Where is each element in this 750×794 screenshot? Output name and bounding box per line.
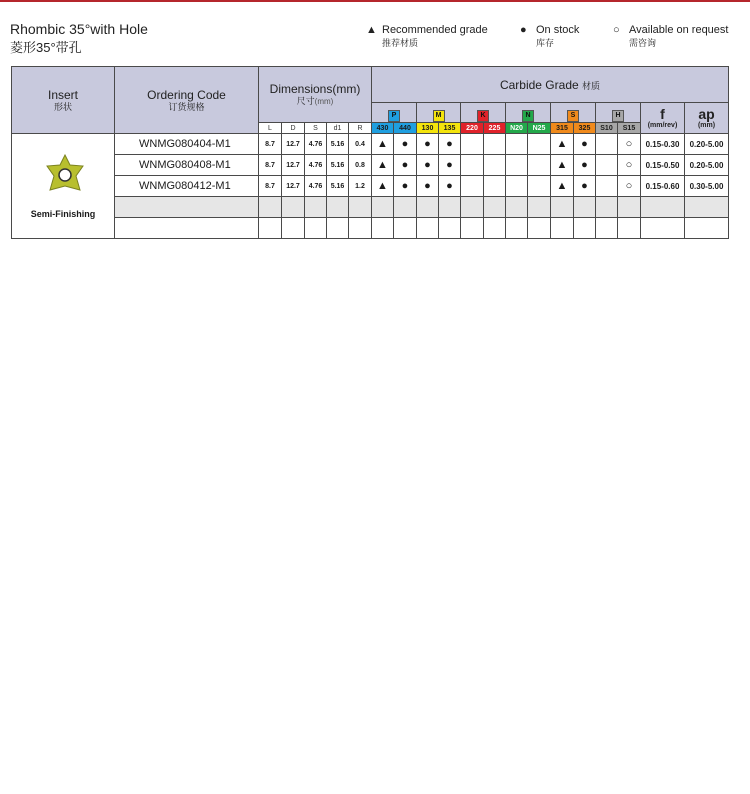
ordering-code-header-label: Ordering Code bbox=[147, 87, 226, 102]
category-cell bbox=[596, 103, 641, 123]
empty-cell bbox=[327, 218, 349, 239]
depth-symbol: ap bbox=[698, 105, 715, 122]
legend-label-zh: 推荐材质 bbox=[382, 38, 419, 48]
empty-cell bbox=[685, 197, 729, 218]
on-stock-dot-icon: ● bbox=[574, 134, 596, 155]
empty-cell bbox=[641, 218, 685, 239]
empty-cell bbox=[641, 197, 685, 218]
empty-cell bbox=[394, 218, 417, 239]
category-cell bbox=[417, 103, 461, 123]
page-title: Rhombic 35°with Hole bbox=[10, 21, 148, 37]
triangle-icon: ▲ bbox=[366, 24, 377, 36]
grade-column-header: 430 bbox=[372, 123, 394, 134]
empty-cell bbox=[439, 197, 461, 218]
grade-cell bbox=[506, 176, 528, 197]
table-row bbox=[12, 134, 729, 155]
feed-header bbox=[641, 103, 685, 134]
feed-range: 0.15-0.60 bbox=[641, 176, 685, 197]
empty-cell bbox=[551, 197, 574, 218]
dimension-value: 4.76 bbox=[305, 176, 327, 197]
empty-cell bbox=[618, 218, 641, 239]
grade-cell bbox=[596, 134, 618, 155]
category-chip: H bbox=[612, 110, 624, 122]
dimension-column-header: d1 bbox=[327, 123, 349, 134]
dimensions-unit: (mm) bbox=[314, 97, 334, 106]
grade-column-header: 325 bbox=[574, 123, 596, 134]
empty-cell bbox=[461, 218, 484, 239]
on-stock-dot-icon: ● bbox=[394, 134, 417, 155]
category-chip: P bbox=[388, 110, 400, 122]
empty-cell bbox=[372, 197, 394, 218]
empty-cell bbox=[439, 218, 461, 239]
on-stock-dot-icon: ● bbox=[574, 176, 596, 197]
grade-column-header: 135 bbox=[439, 123, 461, 134]
empty-cell bbox=[596, 218, 618, 239]
category-chip: S bbox=[567, 110, 579, 122]
empty-cell bbox=[484, 218, 506, 239]
feed-unit: (mm/rev) bbox=[647, 121, 678, 129]
insert-header-label: Insert bbox=[47, 87, 78, 102]
on-stock-dot-icon: ● bbox=[574, 155, 596, 176]
legend-label-zh: 需咨询 bbox=[629, 38, 657, 48]
empty-cell bbox=[551, 218, 574, 239]
empty-cell bbox=[574, 197, 596, 218]
depth-header bbox=[685, 103, 729, 134]
grade-column-header: 220 bbox=[461, 123, 484, 134]
grade-column-header: 130 bbox=[417, 123, 439, 134]
recommended-triangle-icon: ▲ bbox=[551, 134, 574, 155]
dimensions-zh: 尺寸 bbox=[296, 96, 315, 106]
dimension-value: 5.16 bbox=[327, 176, 349, 197]
dimensions-header-label: Dimensions(mm) bbox=[269, 82, 361, 96]
empty-cell bbox=[349, 218, 372, 239]
dimension-value: 0.4 bbox=[349, 134, 372, 155]
on-stock-dot-icon: ● bbox=[417, 134, 439, 155]
ordering-code: WNMG080412-M1 bbox=[115, 176, 259, 197]
grade-cell bbox=[484, 176, 506, 197]
recommended-triangle-icon: ▲ bbox=[372, 176, 394, 197]
grade-cell bbox=[596, 155, 618, 176]
grade-cell bbox=[506, 155, 528, 176]
depth-range: 0.20-5.00 bbox=[685, 134, 729, 155]
depth-range: 0.30-5.00 bbox=[685, 176, 729, 197]
empty-cell bbox=[259, 197, 282, 218]
grade-column-header: 225 bbox=[484, 123, 506, 134]
grade-cell bbox=[484, 134, 506, 155]
dimension-value: 8.7 bbox=[259, 155, 282, 176]
page-subtitle: 菱形35°带孔 bbox=[10, 40, 82, 55]
empty-cell bbox=[394, 197, 417, 218]
ordering-code-header bbox=[115, 67, 259, 134]
carbide-grade-label: Carbide Grade bbox=[499, 77, 579, 92]
grade-cell bbox=[461, 155, 484, 176]
table-row bbox=[12, 176, 729, 197]
dimension-value: 8.7 bbox=[259, 134, 282, 155]
category-cell bbox=[506, 103, 551, 123]
product-table bbox=[11, 66, 729, 239]
dimension-value: 0.8 bbox=[349, 155, 372, 176]
legend-label: Available on request bbox=[629, 24, 729, 36]
empty-cell bbox=[528, 218, 551, 239]
empty-cell bbox=[574, 218, 596, 239]
recommended-triangle-icon: ▲ bbox=[372, 155, 394, 176]
category-cell bbox=[372, 103, 417, 123]
on-stock-dot-icon: ● bbox=[394, 155, 417, 176]
on-stock-dot-icon: ● bbox=[417, 176, 439, 197]
dimension-value: 4.76 bbox=[305, 155, 327, 176]
grade-column-header: N20 bbox=[506, 123, 528, 134]
insert-image-cell bbox=[12, 134, 115, 239]
on-stock-dot-icon: ● bbox=[417, 155, 439, 176]
dimension-value: 8.7 bbox=[259, 176, 282, 197]
on-request-circle-icon: ○ bbox=[618, 155, 641, 176]
dimension-value: 12.7 bbox=[282, 134, 305, 155]
depth-range: 0.20-5.00 bbox=[685, 155, 729, 176]
ordering-code-header-label-zh: 订货规格 bbox=[168, 101, 205, 112]
category-cell bbox=[461, 103, 506, 123]
category-chip: M bbox=[433, 110, 445, 122]
on-request-circle-icon: ○ bbox=[618, 134, 641, 155]
empty-cell bbox=[506, 218, 528, 239]
filled-circle-icon: ● bbox=[520, 24, 527, 36]
legend-label: On stock bbox=[536, 24, 580, 36]
insert-header bbox=[12, 67, 115, 134]
empty-cell bbox=[115, 197, 259, 218]
feed-range: 0.15-0.30 bbox=[641, 134, 685, 155]
empty-row bbox=[12, 218, 729, 239]
dimension-value: 4.76 bbox=[305, 134, 327, 155]
dimension-column-header: S bbox=[305, 123, 327, 134]
on-stock-dot-icon: ● bbox=[439, 155, 461, 176]
depth-unit: (mm) bbox=[697, 121, 716, 129]
empty-cell bbox=[618, 197, 641, 218]
category-chip: K bbox=[477, 110, 489, 122]
open-circle-icon: ○ bbox=[613, 24, 620, 36]
empty-cell bbox=[417, 197, 439, 218]
dimension-value: 5.16 bbox=[327, 134, 349, 155]
grade-cell bbox=[461, 134, 484, 155]
grade-cell bbox=[528, 155, 551, 176]
dimension-value: 12.7 bbox=[282, 155, 305, 176]
dimension-column-header: D bbox=[282, 123, 305, 134]
empty-cell bbox=[506, 197, 528, 218]
empty-cell bbox=[327, 197, 349, 218]
grade-cell bbox=[484, 155, 506, 176]
empty-cell bbox=[596, 197, 618, 218]
legend-label: Recommended grade bbox=[382, 24, 488, 36]
insert-label: Semi-Finishing bbox=[30, 209, 96, 219]
on-stock-dot-icon: ● bbox=[439, 134, 461, 155]
trigon-insert-icon bbox=[43, 152, 87, 196]
empty-cell bbox=[282, 197, 305, 218]
top-rule bbox=[0, 0, 750, 2]
ordering-code: WNMG080404-M1 bbox=[115, 134, 259, 155]
recommended-triangle-icon: ▲ bbox=[551, 155, 574, 176]
empty-cell bbox=[417, 218, 439, 239]
empty-cell bbox=[282, 218, 305, 239]
category-cell bbox=[551, 103, 596, 123]
dimension-value: 1.2 bbox=[349, 176, 372, 197]
grade-column-header: 315 bbox=[551, 123, 574, 134]
grade-cell bbox=[506, 134, 528, 155]
recommended-triangle-icon: ▲ bbox=[372, 134, 394, 155]
empty-cell bbox=[305, 197, 327, 218]
empty-cell bbox=[115, 218, 259, 239]
grade-column-header: S10 bbox=[596, 123, 618, 134]
dimension-column-header: R bbox=[349, 123, 372, 134]
grade-cell bbox=[528, 134, 551, 155]
on-stock-dot-icon: ● bbox=[394, 176, 417, 197]
dimension-value: 5.16 bbox=[327, 155, 349, 176]
empty-cell bbox=[259, 218, 282, 239]
grade-column-header: 440 bbox=[394, 123, 417, 134]
on-stock-dot-icon: ● bbox=[439, 176, 461, 197]
carbide-grade-header bbox=[372, 67, 729, 103]
carbide-grade-label-zh: 材质 bbox=[582, 80, 601, 91]
table-row bbox=[12, 155, 729, 176]
dimension-column-header: L bbox=[259, 123, 282, 134]
ordering-code: WNMG080408-M1 bbox=[115, 155, 259, 176]
dimension-value: 12.7 bbox=[282, 176, 305, 197]
category-chip: N bbox=[522, 110, 534, 122]
grade-cell bbox=[528, 176, 551, 197]
legend-label-zh: 库存 bbox=[536, 38, 555, 48]
recommended-triangle-icon: ▲ bbox=[551, 176, 574, 197]
on-request-circle-icon: ○ bbox=[618, 176, 641, 197]
grade-column-header: N25 bbox=[528, 123, 551, 134]
empty-cell bbox=[484, 197, 506, 218]
grade-cell bbox=[461, 176, 484, 197]
feed-symbol: f bbox=[660, 105, 665, 122]
empty-cell bbox=[685, 218, 729, 239]
dimensions-header bbox=[259, 67, 372, 123]
insert-header-label-zh: 形状 bbox=[53, 101, 72, 112]
empty-row bbox=[12, 197, 729, 218]
empty-cell bbox=[528, 197, 551, 218]
grade-column-header: S15 bbox=[618, 123, 641, 134]
feed-range: 0.15-0.50 bbox=[641, 155, 685, 176]
empty-cell bbox=[305, 218, 327, 239]
grade-cell bbox=[596, 176, 618, 197]
empty-cell bbox=[461, 197, 484, 218]
dimensions-header-label-zh bbox=[259, 96, 371, 107]
empty-cell bbox=[349, 197, 372, 218]
empty-cell bbox=[372, 218, 394, 239]
